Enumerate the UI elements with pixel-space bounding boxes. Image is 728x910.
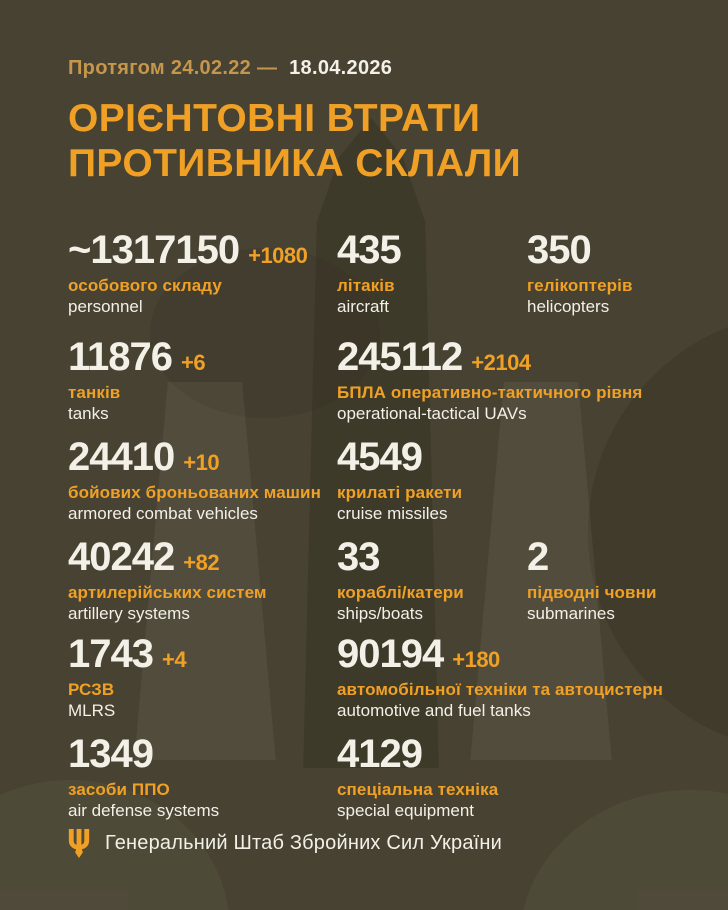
stat-artillery	[68, 535, 337, 632]
report-period	[68, 57, 692, 80]
stat-label-uk: автомобільної техніки та автоцистерн	[337, 680, 664, 699]
stat-label-en: ships/boats	[337, 604, 423, 623]
stat-value: 350	[527, 228, 591, 272]
stat-value: 435	[337, 228, 401, 272]
stat-delta: +2104	[471, 350, 531, 375]
stat-label-en: automotive and fuel tanks	[337, 701, 531, 720]
page-title	[68, 96, 692, 186]
stat-label-uk: кораблі/катери	[337, 583, 464, 602]
stat-value: 11876	[68, 335, 173, 379]
stat-delta: +4	[161, 647, 187, 672]
stat-cruise-missiles	[337, 435, 692, 535]
stat-uavs	[337, 335, 692, 435]
stat-delta: +1080	[248, 243, 308, 268]
stat-air-defense	[68, 732, 337, 825]
stat-label-en: artillery systems	[68, 604, 190, 623]
stat-label-uk: бойових броньованих машин	[68, 483, 321, 502]
stat-helicopters	[527, 228, 692, 335]
stat-delta: +6	[181, 350, 206, 375]
stat-automotive	[337, 632, 692, 732]
stat-value: 90194	[337, 632, 444, 676]
footer-source-text: Генеральний Штаб Збройних Сил України	[105, 832, 503, 854]
stat-label-en: personnel	[68, 297, 143, 316]
stat-label-uk: підводні човни	[527, 583, 657, 602]
stat-label-uk: гелікоптерів	[527, 276, 633, 295]
stat-ships	[337, 535, 527, 632]
stat-label-uk: спеціальна техніка	[337, 780, 499, 799]
stat-delta: +82	[183, 550, 220, 575]
stat-value: 33	[337, 535, 380, 579]
stat-tanks	[68, 335, 337, 435]
stat-aircraft	[337, 228, 527, 335]
stat-label-uk: крилаті ракети	[337, 483, 463, 502]
stat-value: 4549	[337, 435, 422, 479]
stat-label-en: submarines	[527, 604, 615, 623]
stat-label-en: aircraft	[337, 297, 389, 316]
stat-label-uk: засоби ППО	[68, 780, 170, 799]
trident-icon	[68, 829, 90, 858]
stats-grid	[68, 228, 692, 825]
stat-label-en: cruise missiles	[337, 504, 448, 523]
stat-delta: +180	[452, 647, 500, 672]
stat-armored-vehicles	[68, 435, 337, 535]
stat-value: 1349	[68, 732, 153, 776]
stat-delta: +10	[183, 450, 220, 475]
stat-special-equipment	[337, 732, 692, 825]
stat-label-uk: артилерійських систем	[68, 583, 267, 602]
stat-label-uk: літаків	[337, 276, 395, 295]
stat-label-uk: особового складу	[68, 276, 222, 295]
stat-value: 1743	[68, 632, 153, 676]
period-date: 18.04.2026	[289, 57, 393, 79]
stat-label-en: air defense systems	[68, 801, 220, 820]
stat-label-en: special equipment	[337, 801, 475, 820]
title-line-1: ОРІЄНТОВНІ ВТРАТИ	[68, 97, 481, 140]
stat-value: 40242	[68, 535, 175, 579]
stat-value: 24410	[68, 435, 175, 479]
stat-label-en: tanks	[68, 404, 109, 423]
title-line-2: ПРОТИВНИКА СКЛАЛИ	[68, 142, 522, 185]
stat-value: ~1317150	[68, 228, 240, 272]
footer-attribution	[68, 829, 692, 858]
stat-submarines	[527, 535, 692, 632]
stat-value: 4129	[337, 732, 422, 776]
stat-label-en: helicopters	[527, 297, 610, 316]
stat-personnel	[68, 228, 337, 335]
stat-label-en: armored combat vehicles	[68, 504, 258, 523]
stat-mlrs	[68, 632, 337, 732]
stat-value: 245112	[337, 335, 463, 379]
stat-label-uk: РСЗВ	[68, 680, 115, 699]
stat-label-uk: БПЛА оперативно-тактичного рівня	[337, 383, 643, 402]
stat-label-en: operational-tactical UAVs	[337, 404, 527, 423]
stat-value: 2	[527, 535, 549, 579]
period-prefix: Протягом 24.02.22 —	[68, 57, 278, 79]
stat-label-uk: танків	[68, 383, 121, 402]
stat-label-en: MLRS	[68, 701, 116, 720]
